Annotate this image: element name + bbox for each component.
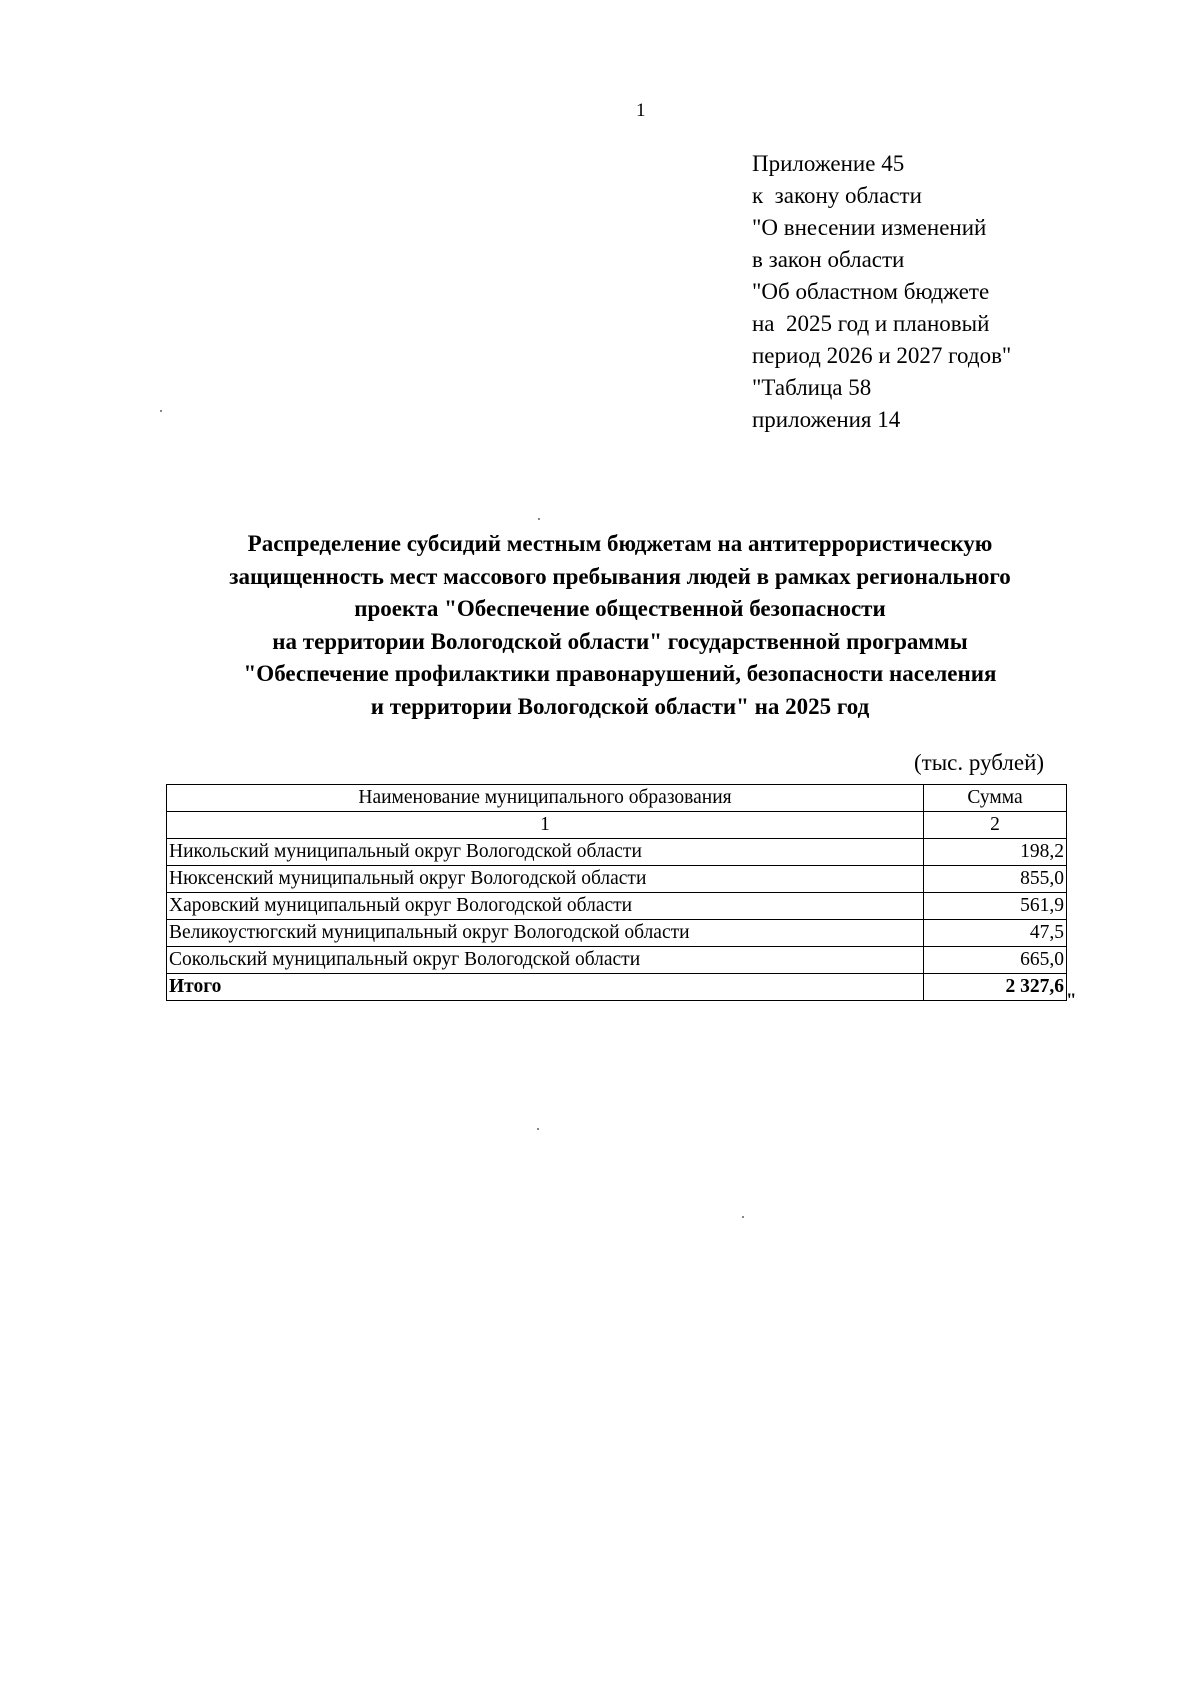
appendix-line: к закону области	[752, 183, 922, 208]
title-line: проекта "Обеспечение общественной безопасности	[354, 596, 886, 621]
appendix-line: "Об областном бюджете	[752, 279, 990, 304]
title-line: защищенность мест массового пребывания людей в рамках регионального	[229, 563, 1011, 589]
appendix-reference	[752, 148, 1011, 436]
table-total-row	[167, 974, 1067, 1001]
table-row	[167, 947, 1067, 974]
appendix-line: на 2025 год и плановый	[752, 311, 990, 336]
municipality-name: Нюксенский муниципальный округ Вологодской области	[167, 866, 924, 893]
subsidy-amount: 855,0	[924, 866, 1067, 893]
appendix-line: приложения 14	[752, 407, 901, 432]
scan-speck	[538, 518, 540, 520]
document-title	[120, 528, 1120, 723]
municipality-name: Харовский муниципальный округ Вологодской области	[167, 893, 924, 920]
title-line: Распределение субсидий местным бюджетам на антитеррористическую	[247, 531, 993, 556]
closing-quote: "	[1066, 990, 1077, 1011]
page-number: 1	[636, 100, 646, 121]
column-number-2: 2	[924, 812, 1067, 839]
appendix-line: период 2026 и 2027 годов"	[752, 343, 1012, 368]
table-row	[167, 920, 1067, 947]
appendix-line: "О внесении изменений	[752, 215, 987, 240]
scan-speck	[742, 1216, 744, 1218]
scan-speck	[537, 1128, 539, 1130]
appendix-line: в закон области	[752, 247, 905, 272]
appendix-line: "Таблица 58	[752, 375, 872, 400]
subsidy-amount: 47,5	[924, 920, 1067, 947]
table-row	[167, 839, 1067, 866]
municipality-name: Великоустюгский муниципальный округ Вологодской области	[167, 920, 924, 947]
table-row	[167, 893, 1067, 920]
scan-speck	[160, 410, 162, 412]
title-line: на территории Вологодской области" государственной программы	[272, 628, 968, 654]
subsidy-table	[166, 784, 1067, 1001]
appendix-line: Приложение 45	[752, 151, 905, 176]
table-column-number-row	[167, 812, 1067, 839]
title-line: и территории Вологодской области" на 2025 год	[370, 693, 870, 719]
title-line: "Обеспечение профилактики правонарушений, безопасности населения	[243, 661, 997, 686]
subsidy-amount: 198,2	[924, 839, 1067, 866]
municipality-name: Сокольский муниципальный округ Вологодской области	[167, 947, 924, 974]
total-label: Итого	[167, 974, 924, 1001]
table-header-row	[167, 785, 1067, 812]
total-amount: 2 327,6	[924, 974, 1067, 1001]
municipality-name: Никольский муниципальный округ Вологодской области	[167, 839, 924, 866]
units-label: (тыс. рублей)	[914, 750, 1045, 775]
subsidy-amount: 561,9	[924, 893, 1067, 920]
header-sum: Сумма	[924, 785, 1067, 812]
subsidy-amount: 665,0	[924, 947, 1067, 974]
header-name: Наименование муниципального образования	[167, 785, 924, 812]
column-number-1: 1	[167, 812, 924, 839]
table-row	[167, 866, 1067, 893]
